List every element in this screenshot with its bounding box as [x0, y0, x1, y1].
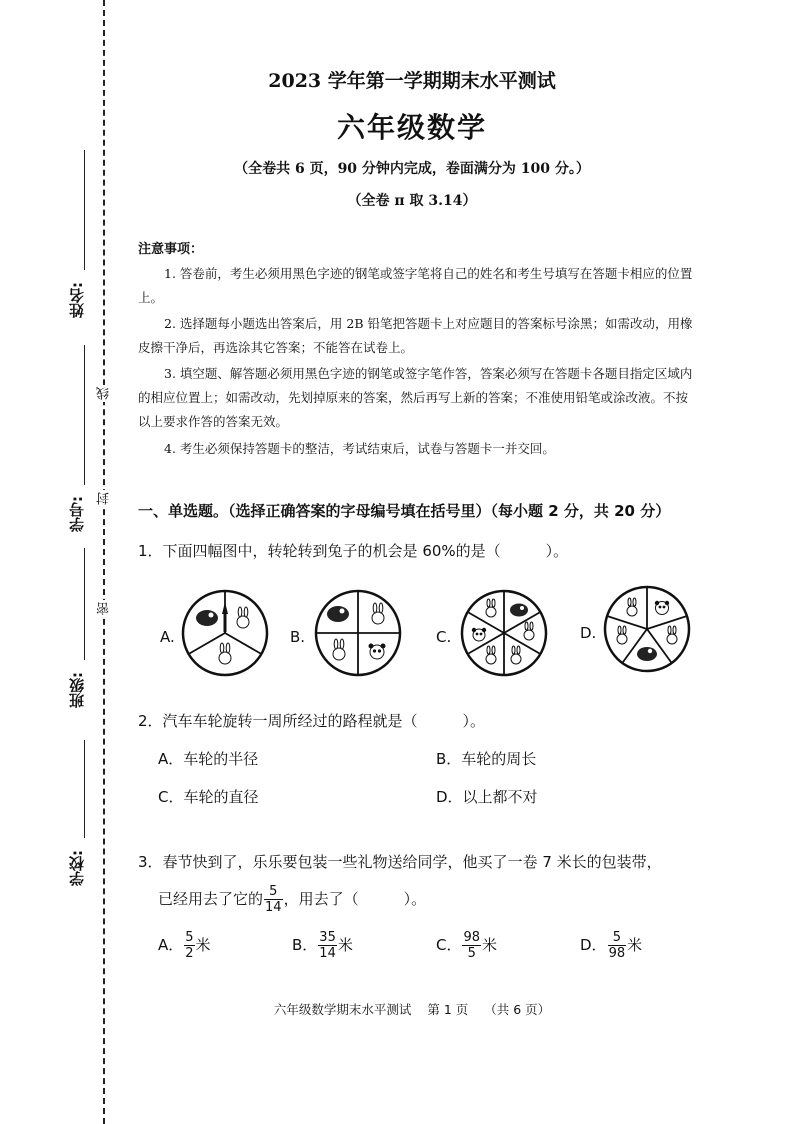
seal-secret-char: 密	[97, 602, 112, 615]
school-label: 学校:	[68, 850, 86, 886]
notes-title: 注意事项：	[138, 242, 204, 257]
seal-seal-char: 封	[97, 492, 112, 505]
exam-name: 2023 学年第一学期期末水平测试	[268, 70, 556, 92]
q2-option-a: A．车轮的半径	[158, 750, 259, 768]
q2-option-b: B．车轮的周长	[436, 750, 537, 768]
footer-subject: 六年级数学期末水平测试	[273, 1002, 412, 1017]
class-blank	[84, 548, 85, 660]
q3-option-c: C． $\frac{98}{5}$ 米	[436, 930, 498, 961]
bird-icon	[637, 647, 657, 661]
spinner-c	[459, 588, 549, 678]
note-item: 3. 填空题、解答题必须用黑色字迹的钢笔或签字笔作答，答案必须写在答题卡各题目指定区域内的相应位置上；如需改动，先划掉原来的答案，然后再写上新的答案；不准使用铅笔或涂改液。不按以上要求作答的答案无效。	[138, 366, 693, 429]
fraction-numerator: 5	[264, 884, 283, 900]
q1-option-c: C.	[436, 628, 452, 646]
q3-option-d: D． $\frac{5}{98}$ 米	[580, 930, 643, 961]
q3-text-post: ，用去了（ ）。	[283, 890, 427, 908]
exam-info: （全卷共 6 页，90 分钟内完成，卷面满分为 100 分。）	[234, 161, 590, 177]
seal-line-char: 线	[97, 387, 112, 400]
name-label: 姓名:	[68, 282, 86, 318]
student-id-label: 学号:	[68, 496, 86, 532]
school-blank	[84, 740, 85, 838]
page-footer	[0, 1000, 794, 1018]
bird-icon	[196, 610, 218, 626]
note-item: 1. 答卷前，考生必须用黑色字迹的钢笔或签字笔将自己的姓名和考生号填写在答题卡相应的位置上。	[138, 266, 693, 305]
question-1: 1．下面四幅图中，转轮转到兔子的机会是 60%的是（ ）。	[138, 542, 569, 560]
pi-note: （全卷 π 取 3.14）	[347, 193, 477, 209]
note-item: 4. 考生必须保持答题卡的整洁，考试结束后，试卷与答题卡一并交回。	[164, 441, 555, 456]
q3-text-pre: 已经用去了它的	[158, 890, 264, 908]
page-title: 六年级数学	[336, 111, 487, 144]
panda-icon	[655, 601, 669, 615]
footer-total: （共 6 页）	[484, 1002, 551, 1017]
spinner-d	[602, 584, 692, 674]
bird-icon	[510, 604, 528, 617]
q1-option-b: B.	[290, 628, 306, 646]
q3-option-b: B． $\frac{35}{14}$ 米	[292, 930, 353, 961]
bird-icon	[327, 606, 349, 622]
panda-icon	[472, 628, 486, 641]
student-id-blank	[84, 345, 85, 485]
q2-option-d: D．以上都不对	[436, 788, 538, 806]
q3-option-a: A． $\frac{5}{2}$ 米	[158, 930, 211, 961]
class-label: 班级:	[68, 672, 86, 708]
q1-option-d: D.	[580, 624, 597, 642]
spinner-a	[180, 588, 270, 678]
note-item: 2. 选择题每小题选出答案后，用 2B 铅笔把答题卡上对应题目的答案标号涂黑；如需改动，用橡皮擦干净后，再选涂其它答案；不能答在试卷上。	[138, 316, 693, 355]
question-3-line1: 3．春节快到了，乐乐要包装一些礼物送给同学，他买了一卷 7 米长的包装带，	[138, 853, 662, 871]
section-heading: 一、单选题。（选择正确答案的字母编号填在括号里）（每小题 2 分，共 20 分）	[138, 502, 671, 520]
question-2: 2．汽车车轮旋转一周所经过的路程就是（ ）。	[138, 712, 486, 730]
footer-page: 第 1 页	[427, 1002, 469, 1017]
fraction-denominator: 14	[265, 900, 282, 915]
q3-fraction	[264, 884, 283, 915]
spinner-b	[313, 588, 403, 678]
question-3-line2	[158, 884, 426, 915]
q1-option-a: A.	[160, 628, 175, 646]
q2-option-c: C．车轮的直径	[158, 788, 259, 806]
